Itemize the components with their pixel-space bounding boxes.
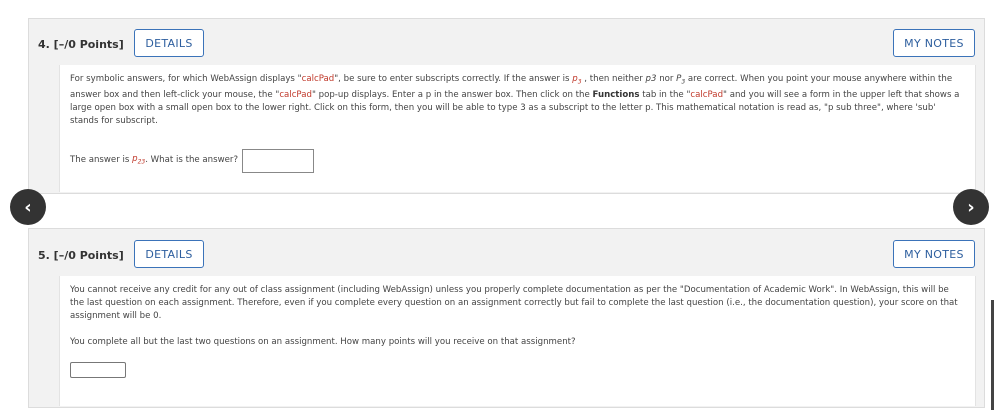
text: ", be sure to enter subscripts correctly. If the answer is — [334, 74, 573, 84]
calcpad-term: calcPad — [690, 89, 724, 100]
question-4-instructions — [70, 73, 965, 128]
question-4-card — [28, 18, 985, 194]
calcpad-term: calcPad — [279, 89, 312, 100]
question-5-header: 5. [–/0 Points] — [38, 249, 124, 262]
question-5-details-button[interactable]: DETAILS — [134, 240, 204, 268]
functions-term: Functions — [592, 89, 640, 100]
math-cap-p3: $P_3$ — [676, 74, 686, 86]
calcpad-term: calcPad — [301, 74, 335, 84]
text: are correct. When you point your mouse anywhere within the answer box and then left-click your mouse, the " — [70, 74, 953, 100]
previous-question-button[interactable] — [10, 189, 46, 225]
question-5-answer-input[interactable] — [70, 362, 126, 378]
math-p3-plain: p3 — [645, 74, 657, 84]
text: " pop-up displays. Enter a p in the answer box. Then click on the — [311, 89, 593, 100]
question-5-body — [59, 276, 976, 406]
text: tab in the " — [639, 89, 691, 100]
chevron-left-icon: ‹ — [24, 196, 32, 218]
text: nor — [656, 74, 677, 84]
question-5-card — [28, 228, 985, 408]
question-4-details-button[interactable]: DETAILS — [134, 29, 204, 57]
question-4-header: 4. [–/0 Points] — [38, 38, 124, 51]
text: For symbolic answers, for which WebAssign displays " — [70, 74, 302, 84]
question-5-instructions: You cannot receive any credit for any out of class assignment (including WebAssign) unless you properly complete documentation as per the "Documentation of Academic Work". In WebAssign, this will be the last question on each assignment. Therefore, even if you complete every question on an assignment correctly but fail to complete the last question (i.e., the documentation question), your score on that assignment will be 0. — [70, 285, 958, 321]
question-5-answer-row — [70, 362, 965, 378]
question-4-prompt-row — [70, 149, 965, 173]
question-5-prompt: You complete all but the last two questions on an assignment. How many points will you receive on that assignment? — [70, 337, 576, 347]
question-4-my-notes-button[interactable]: MY NOTES — [893, 29, 975, 57]
question-4-body — [59, 65, 976, 192]
text: The answer is — [70, 155, 130, 166]
math-p23: $p_{23}$ — [132, 153, 146, 166]
next-question-button[interactable] — [953, 189, 989, 225]
math-p3: $p_3$ — [572, 74, 582, 86]
question-4-answer-input[interactable] — [242, 149, 314, 173]
text: " and you will see a form in the upper left that shows a large open box with a small open box to the lower right. Click on this form, then you will be able to type 3 as a subscript to the letter p. This mathematical notation is read as, "p sub three", where 'sub' stands for subscript. — [70, 89, 960, 126]
chevron-right-icon: › — [967, 196, 975, 218]
text: . What is the answer? — [145, 155, 239, 166]
question-5-my-notes-button[interactable]: MY NOTES — [893, 240, 975, 268]
text: , then neither — [581, 74, 646, 84]
